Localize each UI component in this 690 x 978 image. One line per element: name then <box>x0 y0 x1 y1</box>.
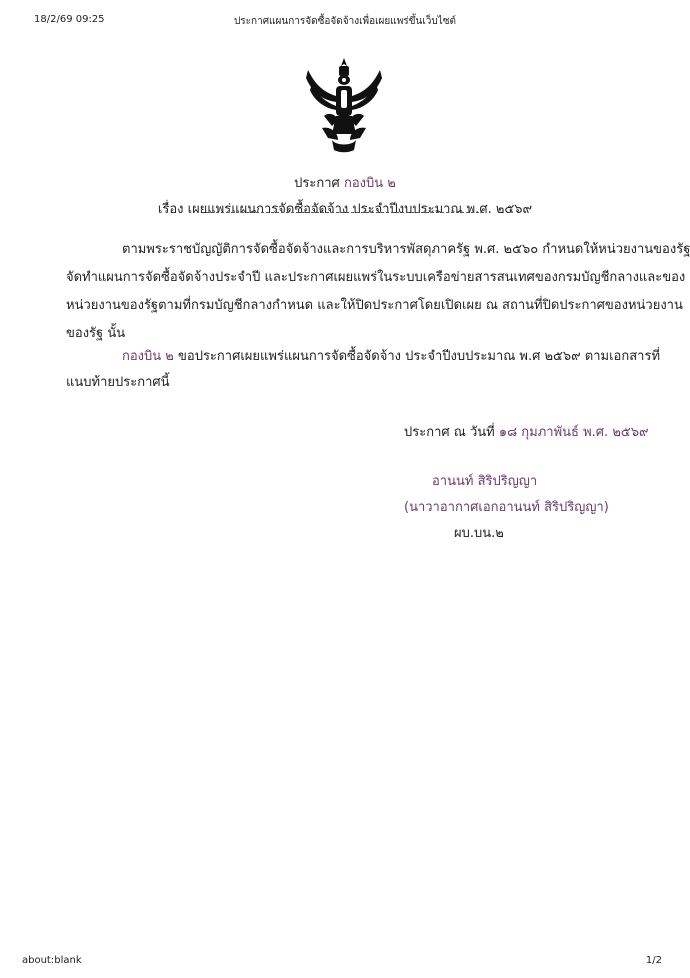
announcement-title-org: กองบิน ๒ <box>343 176 396 191</box>
para1-line2: จัดทำแผนการจัดซื้อจัดจ้างประจำปี และประกาศเผยแพร่ในระบบเครือข่ายสารสนเทศของกรมบัญชีกลางและของ <box>66 270 686 285</box>
announcement-subject: เรื่อง เผยแพร่แผนการจัดซื้อจัดจ้าง ประจำปีงบประมาณ พ.ศ. ๒๕๖๙ <box>157 202 533 217</box>
announcement-date <box>404 421 649 442</box>
print-datetime: 18/2/69 09:25 <box>34 14 105 25</box>
subject-divider <box>206 212 484 213</box>
footer-url: about:blank <box>22 955 82 966</box>
signer-position: ผบ.บน.๒ <box>454 526 504 541</box>
date-value: ๑๘ กุมภาพันธ์ พ.ศ. ๒๕๖๙ <box>498 425 649 440</box>
para1-line4: ของรัฐ นั้น <box>66 326 126 341</box>
announcement-title <box>0 172 690 193</box>
print-title: ประกาศแผนการจัดซื้อจัดจ้างเพื่อเผยแพร่ขึ้นเว็บไซต์ <box>233 16 457 27</box>
para2-org: กองบิน ๒ <box>122 349 174 364</box>
date-prefix: ประกาศ ณ วันที่ <box>404 425 499 440</box>
signer-name: อานนท์ สิริปริญญา <box>432 474 538 489</box>
para2-line2: แนบท้ายประกาศนี้ <box>66 375 170 390</box>
para2-text: ขอประกาศเผยแพร่แผนการจัดซื้อจัดจ้าง ประจำปีงบประมาณ พ.ศ ๒๕๖๙ ตามเอกสารที่ <box>173 349 661 364</box>
garuda-emblem-icon <box>302 56 386 154</box>
announcement-title-prefix: ประกาศ <box>294 176 340 191</box>
para1-line1: ตามพระราชบัญญัติการจัดซื้อจัดจ้างและการบริหารพัสดุภาครัฐ พ.ศ. ๒๕๖๐ กำหนดให้หน่วยงานของรัฐ <box>122 242 690 257</box>
page-number: 1/2 <box>645 955 662 966</box>
para1-line3: หน่วยงานของรัฐตามที่กรมบัญชีกลางกำหนด และให้ปิดประกาศโดยเปิดเผย ณ สถานที่ปิดประกาศของหน่วยงาน <box>66 298 683 313</box>
signer-fullname: (นาวาอากาศเอกอานนท์ สิริปริญญา) <box>404 500 609 515</box>
para2-line1 <box>122 345 660 366</box>
